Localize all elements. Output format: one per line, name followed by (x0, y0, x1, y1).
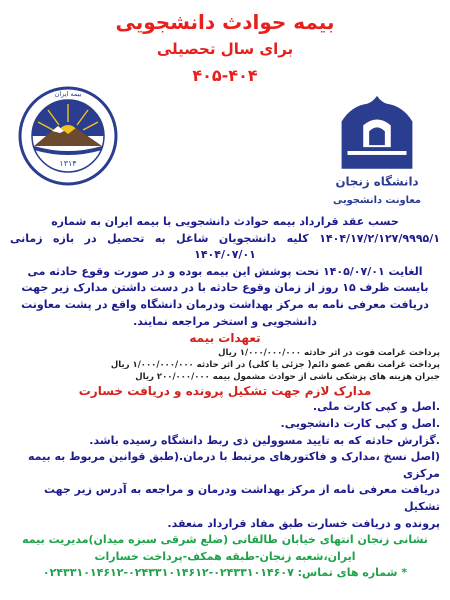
intro-paragraph (10, 214, 440, 330)
obligation-item: پرداخت غرامت نقص عضو دائم( جزئی یا کلی) در اثر حادثه ۱/۰۰۰/۰۰۰/۰۰۰ ریال (110, 359, 440, 370)
university-subtitle: معاونت دانشجویی (333, 195, 421, 207)
document-item: .اصل و کپی کارت ملی. (312, 400, 440, 414)
obligations-heading: تعهدات بیمه (189, 331, 261, 346)
document-note: پرونده و دریافت خسارت طبق مفاد قرارداد منعقد. (167, 516, 440, 530)
logo-ring-text: بیمه ایران (54, 90, 82, 98)
intro-line: بایست ظرف ۱۵ روز از زمان وقوع حادثه با در دست داشتن مدارک زیر جهت (21, 281, 429, 295)
documents-list (10, 399, 440, 532)
contact-block (10, 532, 440, 582)
contact-address: ایران،شعبه زنجان-طبقه همکف-پرداخت خسارات (94, 549, 356, 563)
contact-address: نشانی زنجان انتهای خیابان طالقانی (ضلع شرقی سبزه میدان)مدیریت بیمه (22, 533, 428, 547)
logo-year-text: ۱۳۱۴ (59, 159, 77, 168)
intro-line: الغایت ۱۴۰۵/۰۷/۰۱ تحت پوشش این بیمه بوده و در صورت وقوع حادثه می (27, 264, 423, 278)
page-subtitle: برای سال تحصیلی (156, 40, 294, 58)
zanjan-university-logo (318, 92, 436, 210)
bimeh-iran-logo (18, 86, 118, 186)
document-item: .گزارش حادثه که به تایید مسوولین ذی ربط دانشگاه رسیده باشد. (89, 433, 440, 447)
header (0, 0, 450, 215)
documents-heading: مدارک لازم جهت تشکیل پرونده و دریافت خسارت (78, 383, 372, 398)
obligation-item: پرداخت غرامت فوت در اثر حادثه ۱/۰۰۰/۰۰۰/۰۰۰ ریال (218, 347, 440, 358)
academic-year: ۴۰۵-۴۰۴ (192, 66, 258, 85)
intro-line: ۱۴۰۴/۱۷/۲/۱۲۷/۹۹۹۵/۱ کلیه دانشجویان شاغل به تحصیل در بازه زمانی ۱۴۰۴/۰۷/۰۱ (10, 231, 440, 262)
intro-line: دانشجویی و استخر مراجعه نمایند. (133, 314, 317, 328)
obligation-item: جبران هزینه های پزشکی ناشی از حوادث مشمول بیمه ۲۰۰/۰۰۰/۰۰۰ ریال (135, 371, 440, 382)
intro-line: حسب عقد قرارداد بیمه حوادث دانشجویی با بیمه ایران به شماره (51, 215, 399, 228)
contact-phones: * شماره های تماس: ۰۲۴۳۳۱۰۱۴۶۰۷-۰۲۴۳۳۱۰۱۴۶۱۲-۰۲۴۳۳۱۰۱۴۶۱۲ (42, 566, 408, 580)
page-title: بیمه حوادث دانشجویی (115, 10, 335, 34)
flyer-body (10, 214, 440, 600)
document-item: .اصل و کپی کارت دانشجویی. (280, 416, 440, 430)
intro-line: دریافت معرفی نامه به مرکز بهداشت ودرمان دانشگاه واقع در پشت معاونت (21, 297, 429, 311)
university-name: دانشگاه زنجان (335, 174, 419, 189)
obligations-list (10, 347, 440, 383)
document-note: (اصل نسخ ،مدارک و فاکتورهای مرتبط با درمان.(طبق قوانین مربوط به بیمه مرکزی (27, 450, 440, 480)
document-note: دریافت معرفی نامه از مرکز بهداشت ودرمان و مراجعه به آدرس زیر جهت تشکیل (43, 483, 440, 513)
